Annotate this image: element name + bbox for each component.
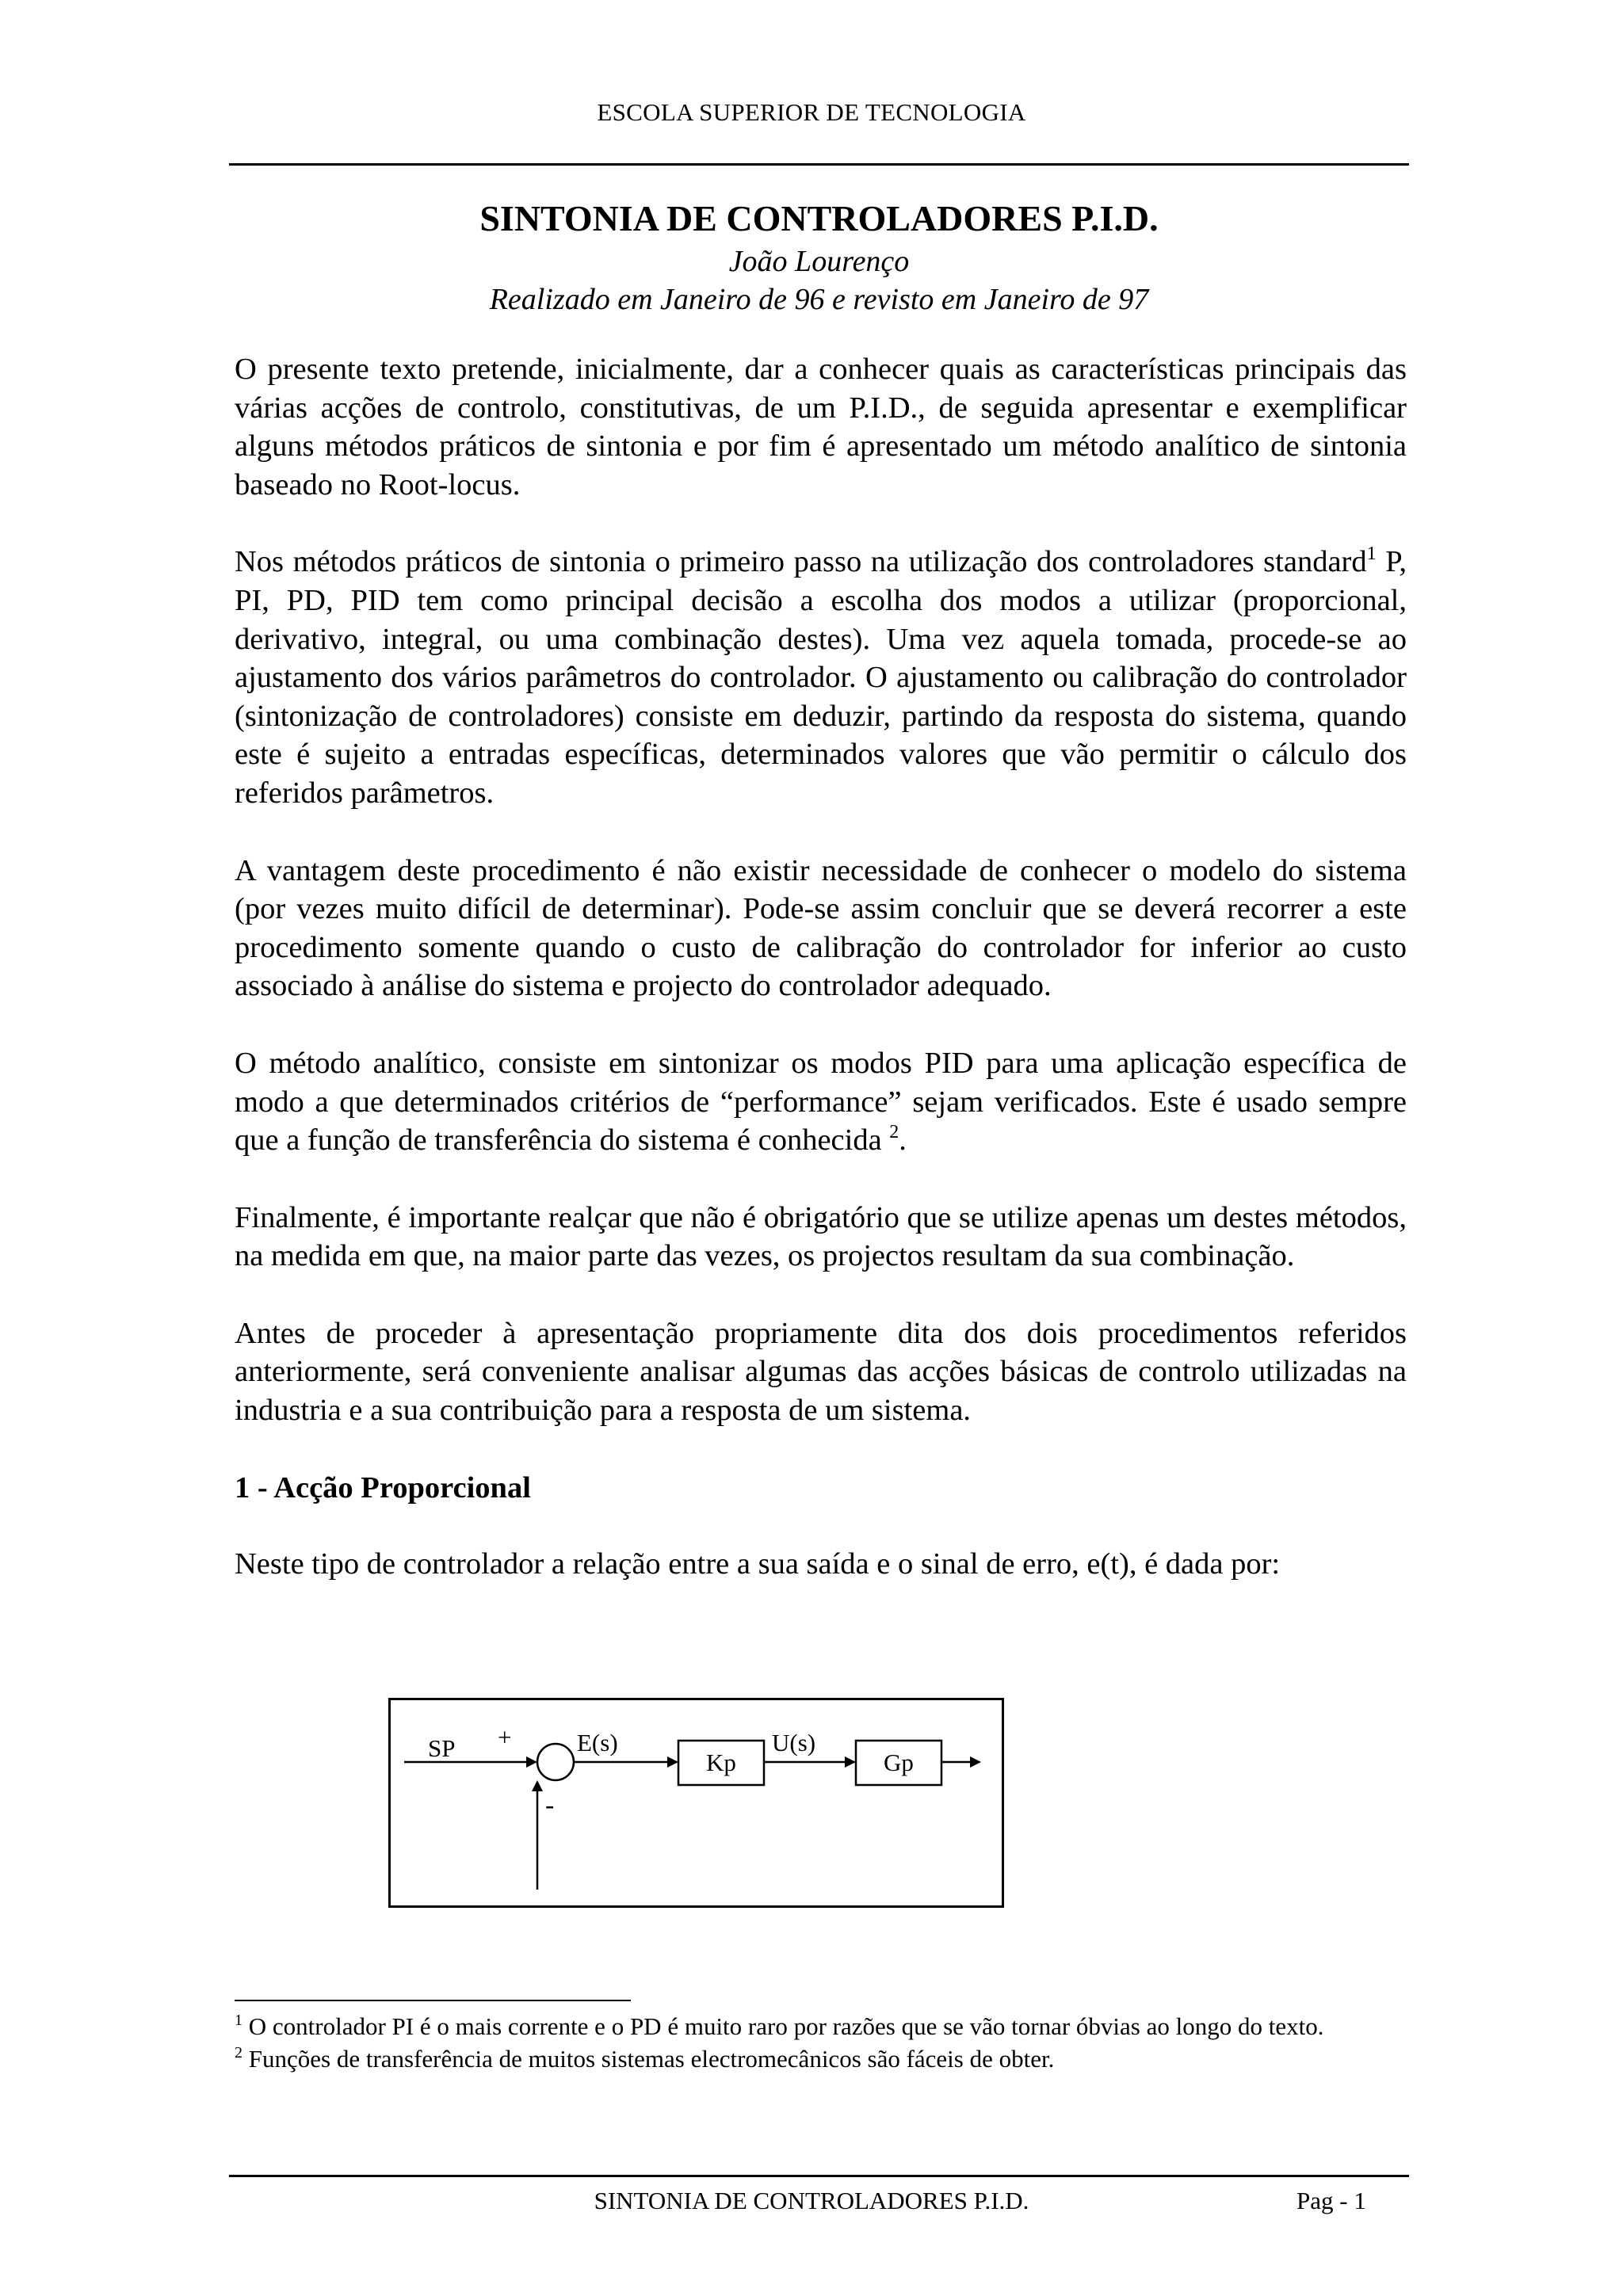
header-rule [229,163,1409,166]
running-header: ESCOLA SUPERIOR DE TECNOLOGIA [597,98,1026,126]
output-arrowhead [970,1756,981,1768]
summing-junction [537,1744,574,1780]
error-arrowhead [667,1756,678,1768]
block-diagram [388,1698,1004,1908]
paragraph-intro: O presente texto pretende, inicialmente, dar a conhecer quais as características principais das várias acções de controlo, constitutivas, de um P.I.D., de seguida apresentar e exemplificar alguns métodos práticos de sintonia e por fim é apresentado um método analítico de sintonia baseado no Root-locus. [235,353,1407,502]
section-heading-proportional: 1 - Acção Proporcional [235,1470,531,1505]
body-text [235,350,1407,1623]
control-signal-label: U(s) [772,1729,816,1756]
paragraph-analytic-method [235,1044,1407,1160]
footnote-ref-1: 1 [1366,543,1377,565]
plus-sign: + [498,1723,512,1751]
page-number: Pag - 1 [1296,2187,1366,2214]
paragraph-advantage: A vantagem deste procedimento é não existir necessidade de conhecer o modelo do sistema (por vezes muito difícil de determinar). Pode-se assim concluir que se deverá recorrer a este procedimento somente quando o custo de calibração do controlador for inferior ao custo associado à análise do sistema e projecto do controlador adequado. [235,853,1407,1003]
footnote-text: O controlador PI é o mais corrente e o PD é muito raro por razões que se vão tornar óbvias ao longo do texto. [242,2012,1324,2040]
footnote-rule [235,2000,631,2001]
title-block [229,195,1409,318]
diagram-frame [390,1699,1003,1907]
footnote-number: 2 [235,2044,242,2061]
document-title: SINTONIA DE CONTROLADORES P.I.D. [479,198,1159,238]
footnotes [235,2011,1407,2076]
paragraph-part: P, PI, PD, PID tem como principal decisão a escolha dos modos a utilizar (proporcional, derivativo, integral, ou uma combinação destes). Uma vez aquela tomada, procede-se ao ajustamento dos vários parâmetros do controlador. O ajustamento ou calibração do controlador (sintonização de controladores) consiste em deduzir, partindo da resposta do sistema, quando este é sujeito a entradas específicas, determinados valores que vão permitir o cálculo dos referidos parâmetros. [235,545,1407,810]
paragraph-combination: Finalmente, é importante realçar que não é obrigatório que se utilize apenas um destes métodos, na medida em que, na maior parte das vezes, os projectos resultam da sua combinação. [235,1200,1407,1273]
paragraph-basic-actions: Antes de proceder à apresentação propriamente dita dos dois procedimentos referidos anteriormente, será conveniente analisar algumas das acções básicas de controlo utilizadas na industria e a sua contribuição para a resposta de um sistema. [235,1316,1407,1428]
input-arrowhead [526,1756,537,1768]
footnote-2 [235,2043,1407,2074]
paragraph-part: O método analítico, consiste em sintonizar os modos PID para uma aplicação específica de modo a que determinados critérios de “performance” sejam verificados. Este é usado sempre que a função de transferência do sistema é conhecida [235,1046,1407,1158]
paragraph-part: . [899,1123,907,1158]
paragraph-proportional-intro: Neste tipo de controlador a relação entre a sua saída e o sinal de erro, e(t), é dada por: [235,1547,1281,1581]
controller-label: Kp [706,1749,736,1776]
footnote-1 [235,2011,1407,2042]
control-arrowhead [845,1756,856,1768]
document-date: Realizado em Janeiro de 96 e revisto em Janeiro de 97 [489,283,1149,316]
footer-title: SINTONIA DE CONTROLADORES P.I.D. [594,2187,1029,2214]
footnote-ref-2: 2 [889,1122,899,1143]
paragraph-part: Nos métodos práticos de sintonia o primeiro passo na utilização dos controladores standard [235,545,1367,579]
paragraph-practical-methods [235,543,1407,812]
minus-sign: - [545,1791,555,1820]
input-label: SP [428,1734,456,1762]
error-label: E(s) [577,1729,618,1756]
plant-label: Gp [884,1749,914,1776]
footer-rule [229,2175,1409,2177]
footnote-number: 1 [235,2012,242,2029]
feedback-arrowhead [532,1780,543,1791]
footnote-text: Funções de transferência de muitos sistemas electromecânicos são fáceis de obter. [242,2045,1055,2073]
document-author: João Lourenço [728,245,910,278]
